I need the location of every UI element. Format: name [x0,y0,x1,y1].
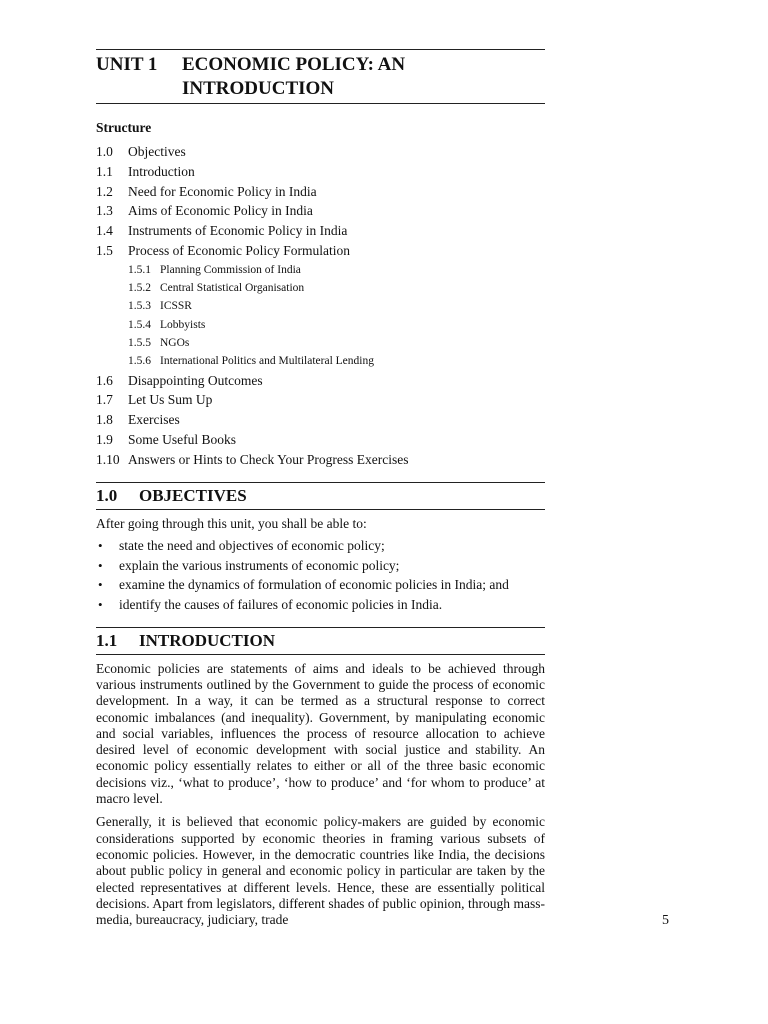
list-item [96,575,545,595]
unit-number: UNIT 1 [96,54,158,75]
toc-item [96,410,545,430]
toc-subitem [96,279,545,297]
toc-item-number: 1.10 [96,451,120,467]
objectives-heading [96,483,545,509]
toc-item-number: 1.4 [96,223,113,239]
toc-item-label: Process of Economic Policy Formulation [128,242,350,258]
toc-item-number: 1.1 [96,163,113,179]
toc-subitem [96,334,545,352]
toc-item-number: 1.8 [96,412,113,428]
toc-item-label: Instruments of Economic Policy in India [128,223,348,239]
bullet-icon: • [98,557,103,573]
list-item-text: identify the causes of failures of economic policies in India. [119,596,443,612]
list-item-text: examine the dynamics of formulation of economic policies in India; and [119,577,509,593]
section-title: OBJECTIVES [139,485,247,505]
list-item [96,595,545,615]
page-number: 5 [662,913,669,928]
toc-subitem-label: Central Statistical Organisation [160,282,305,295]
unit-title-line-1: ECONOMIC POLICY: AN [182,54,406,75]
toc-item [96,201,545,221]
unit-heading [96,50,545,103]
toc-subitem-number: 1.5.2 [128,282,151,295]
objectives-list [96,536,545,615]
toc-item-label: Introduction [128,163,195,179]
objectives-bottom-rule [96,509,545,510]
toc-item-label: Let Us Sum Up [128,392,213,408]
unit-title-line-2: INTRODUCTION [182,78,335,99]
introduction-bottom-rule [96,654,545,655]
toc-item [96,450,545,470]
toc-subitem-label: Lobbyists [160,318,206,331]
toc-item-label: Disappointing Outcomes [128,372,263,388]
toc-subitem-number: 1.5.6 [128,355,151,368]
bullet-icon: • [98,596,103,612]
toc-subitem-label: International Politics and Multilateral Lending [160,355,374,368]
toc-subitem-label: Planning Commission of India [160,263,301,276]
list-item-text: explain the various instruments of economic policy; [119,557,400,573]
toc-item [96,162,545,182]
toc-subitem [96,316,545,334]
unit-title [182,53,405,101]
bullet-icon: • [98,537,103,553]
bullet-icon: • [98,577,103,593]
toc-item-label: Answers or Hints to Check Your Progress Exercises [128,451,409,467]
toc-item-number: 1.7 [96,392,113,408]
toc-subitem-label: ICSSR [160,300,192,313]
toc-item [96,430,545,450]
objectives-intro: After going through this unit, you shall be able to: [96,515,367,531]
list-item-text: state the need and objectives of economic policy; [119,537,385,553]
toc-item-label: Need for Economic Policy in India [128,183,317,199]
toc-item [96,390,545,410]
toc-item-number: 1.0 [96,144,113,159]
structure-label: Structure [96,120,152,135]
toc-item-label: Objectives [128,144,186,159]
toc-subitem-number: 1.5.1 [128,263,151,276]
toc-subitem-number: 1.5.3 [128,300,151,313]
document-page [96,49,545,928]
introduction-paragraph-1: Economic policies are statements of aims and ideals to be achieved through various instruments outlined by the Government to guide the process of economic development. In a way, it can be termed as a structural response to correct economic imbalances (and inequality). Government, by manipulating economic and social variables, influences the process of resource allocation to achieve desired level of economic development with social justice and stability. An economic policy essentially relates to either or all of the three basic economic decisions viz., ‘what to produce’, ‘how to produce’ and ‘for whom to produce’ at macro level. [96,660,545,807]
toc-item-label: Aims of Economic Policy in India [128,203,313,219]
toc-subitem [96,352,545,370]
toc-item-number: 1.3 [96,203,113,219]
toc-subitem [96,297,545,315]
toc-item [96,241,545,261]
introduction-paragraph-2: Generally, it is believed that economic policy-makers are guided by economic considerations supported by economic theories in framing various subsets of economic policies. However, in the democratic countries like India, the decisions about public policy in general and economic policy in particular are taken by the elected representatives at different levels. Hence, these are essentially political decisions. Apart from legislators, different shades of public opinion, through mass-media, bureaucracy, judiciary, trade [96,814,545,928]
toc-item [96,182,545,202]
toc-item [96,142,545,162]
toc-subitem-number: 1.5.5 [128,336,151,349]
toc-subitem-number: 1.5.4 [128,318,151,331]
toc-item [96,221,545,241]
toc-item-label: Some Useful Books [128,431,236,447]
toc-item-number: 1.9 [96,431,113,447]
list-item [96,556,545,576]
toc-subitem [96,261,545,279]
section-number: 1.1 [96,630,118,650]
toc-item [96,371,545,391]
toc-item-number: 1.2 [96,183,113,199]
toc-item-number: 1.6 [96,372,113,388]
title-bottom-rule [96,103,545,104]
toc-item-number: 1.5 [96,242,113,258]
section-number: 1.0 [96,485,118,505]
table-of-contents [96,142,545,470]
toc-subitem-label: NGOs [160,336,190,349]
list-item [96,536,545,556]
section-title: INTRODUCTION [139,630,276,650]
introduction-heading [96,628,545,654]
toc-item-label: Exercises [128,412,180,428]
